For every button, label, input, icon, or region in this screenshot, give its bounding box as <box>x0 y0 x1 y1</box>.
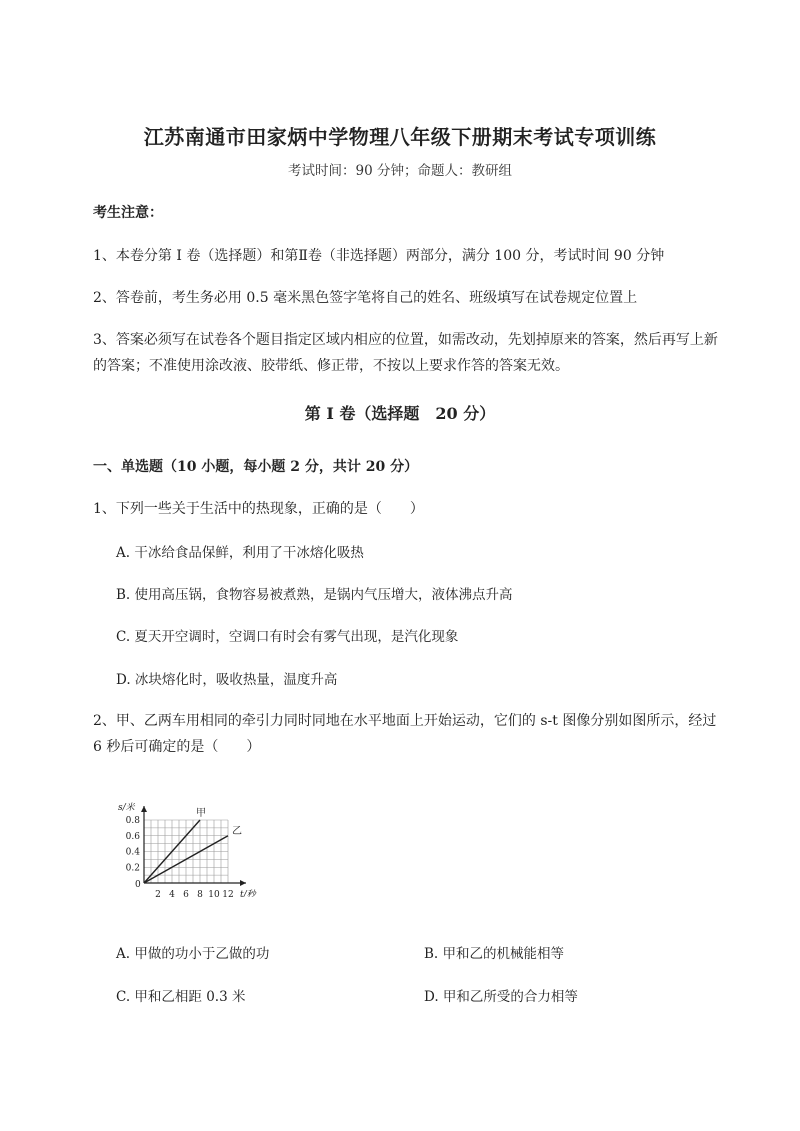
question-1-option-b: B. 使用高压锅，食物容易被煮熟，是锅内气压增大，液体沸点升高 <box>116 587 513 603</box>
question-1-option-d: D. 冰块熔化时，吸收热量，温度升高 <box>116 672 338 688</box>
x-tick-label: 12 <box>222 890 234 897</box>
question-2-stem-line1: 2、甲、乙两车用相同的牵引力同时同地在水平地面上开始运动，它们的 s-t 图像分别如图所示，经过 <box>93 713 717 729</box>
question-2-option-a: A. 甲做的功小于乙做的功 <box>116 946 270 962</box>
question-2-stem-line2: 6 秒后可确定的是（ ） <box>93 739 261 755</box>
notice-item-3-cont: 的答案；不准使用涂改液、胶带纸、修正带，不按以上要求作答的答案无效。 <box>93 358 569 374</box>
part-heading: 一、单选题（10 小题，每小题 2 分，共计 20 分） <box>93 459 419 475</box>
y-axis-label: s/米 <box>118 803 135 813</box>
section-title: 第 I 卷（选择题 20 分） <box>304 404 496 423</box>
series-label: 乙 <box>232 825 242 837</box>
y-axis-arrow <box>141 806 147 812</box>
question-1-stem: 1、下列一些关于生活中的热现象，正确的是（ ） <box>93 501 424 517</box>
page-title: 江苏南通市田家炳中学物理八年级下册期末考试专项训练 <box>143 125 657 149</box>
x-tick-label: 2 <box>155 890 161 897</box>
y-tick-label: 0.4 <box>125 847 140 858</box>
question-1-option-a: A. 干冰给食品保鲜，利用了干冰熔化吸热 <box>116 545 364 561</box>
notice-item-2: 2、答卷前，考生务必用 0.5 毫米黑色签字笔将自己的姓名、班级填写在试卷规定位置上 <box>93 290 638 306</box>
question-1-option-c: C. 夏天开空调时，空调口有时会有雾气出现，是汽化现象 <box>116 629 459 645</box>
notice-heading: 考生注意： <box>93 205 163 221</box>
x-tick-label: 8 <box>197 890 203 897</box>
notice-item-3: 3、答案必须写在试卷各个题目指定区域内相应的位置，如需改动，先划掉原来的答案，然后再写上新 <box>93 332 718 348</box>
question-2-option-d: D. 甲和乙所受的合力相等 <box>424 989 578 1005</box>
question-2-option-c: C. 甲和乙相距 0.3 米 <box>116 989 246 1005</box>
page-subtitle: 考试时间：90 分钟；命题人：教研组 <box>288 163 512 179</box>
y-tick-label: 0.6 <box>125 831 140 842</box>
st-graph <box>100 782 280 897</box>
x-axis-label: t/秒 <box>240 890 256 897</box>
x-tick-label: 6 <box>183 890 189 897</box>
origin-label: 0 <box>135 880 141 890</box>
x-tick-label: 4 <box>169 890 175 897</box>
y-tick-label: 0.8 <box>125 816 140 826</box>
x-axis-arrow <box>240 880 246 886</box>
notice-item-1: 1、本卷分第 I 卷（选择题）和第Ⅱ卷（非选择题）两部分，满分 100 分，考试时间 90 分钟 <box>93 248 665 264</box>
x-tick-label: 10 <box>208 890 220 897</box>
y-tick-label: 0.2 <box>125 863 140 874</box>
question-2-option-b: B. 甲和乙的机械能相等 <box>424 946 565 962</box>
series-label: 甲 <box>196 808 206 819</box>
